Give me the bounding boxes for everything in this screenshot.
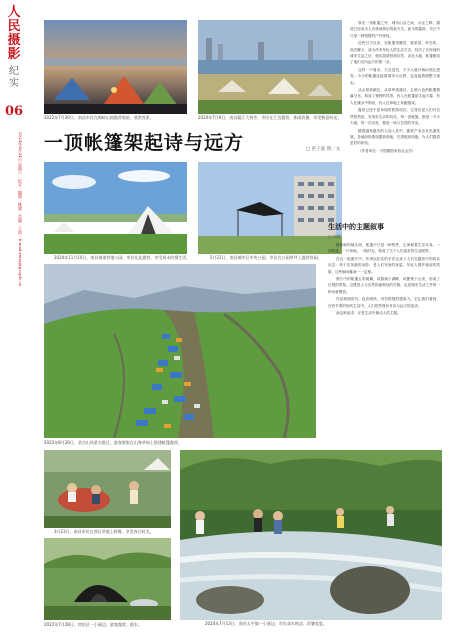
photo-caption: 5月22日，南昌城市区中央公园，市民在公园草坪上露营休闲。 <box>210 255 322 260</box>
paragraph: 近些日子以来，在帐篷里睡觉、看星星、听虫鸣、品茗聊天，成为许多年轻人的生活方式。经历了长时间的城市生活之后，他们渴望回到自然、亲近大地，帐篷便成了他们走向远方的第一站。 <box>350 41 440 65</box>
paragraph: 照片中的帐篷五彩斑斓，或散落于湖畔，或聚集于山顶，形成了壮观的景象。这既是人与自然和谐相处的写照，也是城市生活之外的一种诗意栖居。 <box>328 277 440 294</box>
photo-white-tent-lawn <box>44 162 187 254</box>
article-byline: □ 洪子波 图／文 <box>306 147 341 152</box>
commentary-body <box>328 242 440 436</box>
photo-caption: 2022年7月28日，湾里区一小溪边，游客露营，嬉水。 <box>44 622 142 627</box>
photo-canopy-near-building <box>198 162 342 254</box>
photo-caption: 2022年7月30日，南昌市民在梅岭山间露营观星，欣赏夜景。 <box>44 115 154 120</box>
section-author: □ 周默 <box>328 234 342 239</box>
paragraph: 在这一组照片中，作者以纪实的手法记录下人们在露营中的真实状态：孩子们奔跑的身影，老人们安坐的身姿，年轻人围炉夜话的笑脸，这些瞬间都被一一定格。 <box>328 256 440 274</box>
photo-caption: 2024年11月10日，南昌秦淮营地公园，市民在此露营，享受周末的慢生活。 <box>54 255 191 260</box>
photo-caption: 2024年7月13日，南昌太平镇一小溪边，市民戏水纳凉，消暑度夏。 <box>205 621 327 626</box>
paragraph: 摄影师的镜头里，帐篷不只是一种物件，它承载着生活本身。一顶帐篷，一片草地，一段时光，构成了当下人们追求的生活图景。 <box>328 243 440 254</box>
paragraph: 露营已经不是单纯的旅游项目，它背后是人们对自然的热爱、对美好生活的向往。每一顶帐篷，都是一方小天地；每一次出发，都是一场与自然的对话。 <box>350 108 440 126</box>
newspaper-logo: 人民摄影 <box>7 5 21 62</box>
paragraph: 从山岗到湖边，从草坪到溪谷，五颜六色的帐篷错落分布，构成了独特的风景。有人在帐篷前支起天幕，有人在溪水中纳凉，有人在草地上奔跑嬉戏。 <box>350 88 440 105</box>
photo-stream-waterfall <box>180 450 442 620</box>
section-subtitle: 生活中的主题叙事 <box>328 223 384 231</box>
page-number: 06 <box>4 104 24 119</box>
edition-info: 2024年8月24日 星期六 · 纪实 · 编辑：姚斌 · 美编：王岚 · E-mail:rmsy@people.cn <box>18 132 23 287</box>
photo-caption: 2024年7月6日，南昌赣江大桥旁，市民在江边露营，休闲消暑，享受惬意时光。 <box>198 115 342 120</box>
paragraph: 而这种追求，正是生活中最动人的主题。 <box>336 311 401 316</box>
paragraph: 作品构图讲究，色彩明快，具有很强的感染力。它让我们看到，在快节奏的现代生活中，人们依然保有对诗与远方的追求。 <box>328 297 440 308</box>
photo-lakeside-camp-night <box>44 20 187 114</box>
masthead <box>0 0 30 640</box>
article-body-column <box>350 20 440 216</box>
paragraph: 原先一顶帐篷之外，城市山谷之间，水洼之畔，露营已经成为人们休闲娱乐的新方式。如今的露营，早已不只是一种短暂的户外体验。 <box>350 21 440 38</box>
paragraph: 随着越来越多的人加入其中，露营产业也在迅速发展，各地纷纷建设露营营地，完善配套设施，为人们提供更好的体验。 <box>350 128 440 146</box>
section-label: 纪实 <box>9 66 19 89</box>
photo-riverside-tents <box>198 20 342 114</box>
paragraph: 这样一个周末，天还没亮，不少人就开始向郊区进发。小小的帐篷连接着城市与山野，也连接着理想与现实。 <box>350 67 440 85</box>
paragraph: （作者单位：中国摄影家协会会员） <box>358 148 416 153</box>
photo-mountain-ridge-tents <box>44 264 316 438</box>
photo-caption: 3月23日，南昌市民在郊区草地上野餐，享受春日时光。 <box>54 529 154 534</box>
photo-black-tent-field <box>44 538 171 620</box>
photo-caption: 2023年8月26日，武功山风景名胜区，游客聚集在山脊草甸上搭建帐篷露营。 <box>44 440 182 445</box>
article-headline: 一顶帐篷架起诗与远方 <box>44 132 245 154</box>
photo-family-picnic <box>44 450 171 528</box>
